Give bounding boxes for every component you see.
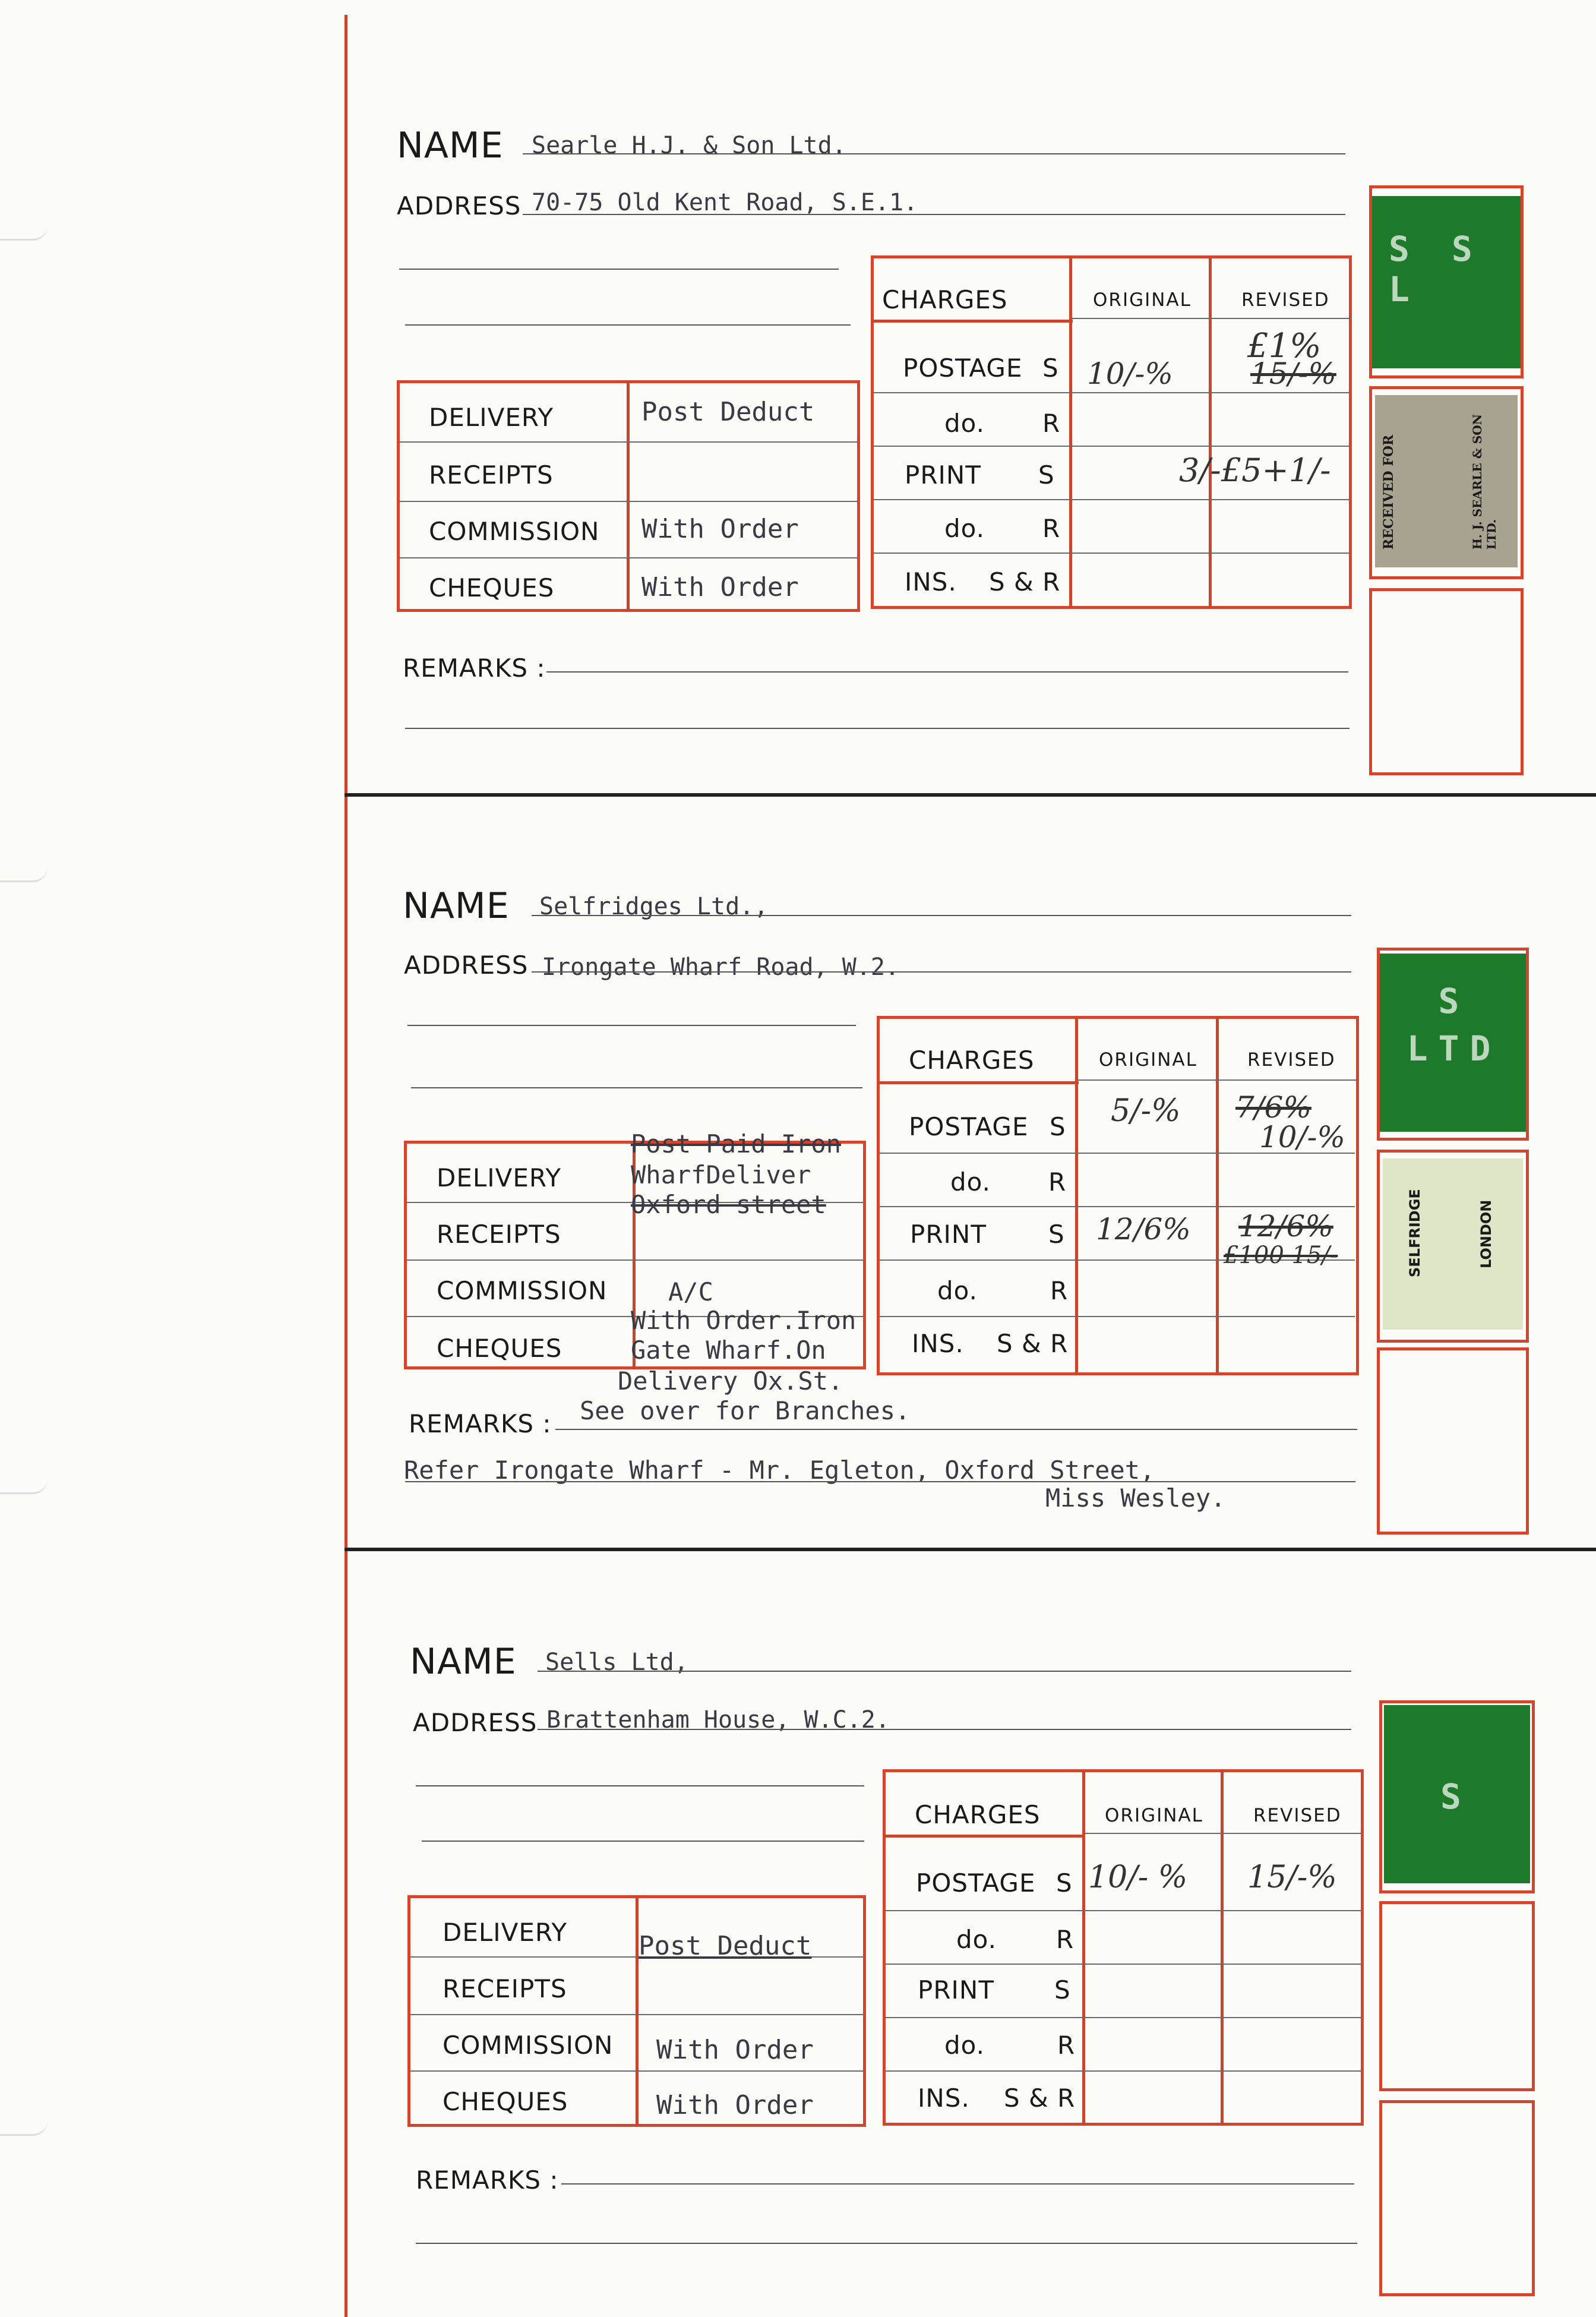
cheques-label: CHEQUES — [429, 573, 555, 602]
blank-line — [399, 269, 839, 270]
address-value: 70-75 Old Kent Road, S.E.1. — [532, 189, 918, 216]
postage-label: POSTAGE — [903, 353, 1023, 383]
remarks-value: Refer Irongate Wharf - Mr. Egleton, Oxford Street, — [404, 1456, 1155, 1485]
ins-label: INS. — [918, 2084, 970, 2113]
r-label: R — [1042, 409, 1061, 438]
do-label: do. — [937, 1276, 978, 1305]
label-stamp-text: SELFRIDGE — [1407, 1189, 1423, 1277]
do-label: do. — [944, 514, 985, 543]
stamp-box — [1369, 588, 1524, 775]
address-label: ADDRESS — [397, 191, 522, 220]
print-original-value: 12/6% — [1096, 1212, 1191, 1246]
delivery-value: Oxford street — [631, 1190, 826, 1219]
blank-line — [407, 1025, 856, 1026]
name-value: Sells Ltd, — [545, 1649, 688, 1676]
delivery-value: Post Deduct — [639, 1931, 812, 1961]
cheques-value: With Order — [656, 2090, 814, 2120]
blank-line — [411, 1087, 862, 1088]
name-value: Searle H.J. & Son Ltd. — [532, 132, 846, 159]
postage-s: S — [1050, 1112, 1066, 1141]
commission-value: With Order — [656, 2035, 814, 2065]
label-stamp-text: LONDON — [1478, 1199, 1494, 1268]
s-and-r-label: S & R — [1004, 2084, 1076, 2113]
print-label: PRINT — [918, 1975, 994, 2005]
s-label: S — [1048, 1220, 1065, 1249]
print-revised-value: 12/6% — [1238, 1209, 1333, 1243]
label-stamp — [1383, 1158, 1523, 1330]
commission-value: With Order — [641, 514, 799, 544]
remarks-value: Miss Wesley. — [1045, 1483, 1226, 1513]
r-label: R — [1048, 1167, 1067, 1197]
revised-header: REVISED — [1241, 289, 1330, 311]
address-value: Irongate Wharf Road, W.2. — [542, 954, 900, 981]
perfin-stamp — [1372, 196, 1521, 368]
label-stamp-text: H. J. SEARLE & SON LTD. — [1470, 414, 1499, 550]
perfin-mark: S LTD — [1407, 981, 1502, 1069]
s-label: S — [1054, 1975, 1071, 2005]
remarks-value: See over for Branches. — [580, 1396, 911, 1425]
commission-label: COMMISSION — [437, 1276, 608, 1305]
stamp-box — [1377, 1347, 1529, 1535]
postage-revised-value: 15/-% — [1247, 1860, 1337, 1895]
remarks-line — [555, 1429, 1357, 1430]
blank-line — [422, 1841, 864, 1842]
delivery-label: DELIVERY — [429, 403, 554, 432]
delivery-label: DELIVERY — [437, 1163, 562, 1192]
card-divider — [345, 793, 1596, 797]
remarks-label: REMARKS : — [409, 1409, 552, 1438]
perfin-mark: S — [1440, 1776, 1472, 1817]
r-label: R — [1042, 514, 1061, 543]
delivery-label: DELIVERY — [443, 1918, 568, 1947]
s-and-r-label: S & R — [989, 567, 1061, 596]
postage-original-value: 10/-% — [1087, 356, 1173, 391]
perfin-mark: S S L — [1389, 229, 1483, 310]
name-value: Selfridges Ltd., — [539, 893, 769, 920]
perfin-stamp — [1384, 1705, 1530, 1883]
name-line — [532, 915, 1351, 916]
address-line — [532, 971, 1351, 973]
remarks-line — [405, 728, 1350, 729]
print-label: PRINT — [905, 460, 981, 490]
postage-label: POSTAGE — [916, 1868, 1036, 1898]
label-stamp-text: RECEIVED FOR — [1381, 434, 1396, 550]
name-label: NAME — [403, 885, 510, 927]
punch-hole-mark — [0, 867, 48, 882]
original-header: ORIGINAL — [1105, 1805, 1203, 1826]
stamp-box — [1379, 1901, 1535, 2091]
postage-original-value: 10/- % — [1088, 1860, 1188, 1895]
address-line — [523, 214, 1345, 215]
card-divider — [345, 1548, 1596, 1551]
address-label: ADDRESS — [404, 951, 529, 980]
ins-label: INS. — [912, 1329, 964, 1358]
receipts-label: RECEIPTS — [437, 1220, 561, 1249]
do-label: do. — [944, 409, 985, 438]
margin-rule — [345, 15, 347, 2317]
remarks-label: REMARKS : — [403, 654, 546, 683]
name-line — [538, 1671, 1351, 1672]
charges-header: CHARGES — [915, 1800, 1041, 1829]
blank-line — [416, 1785, 864, 1786]
original-header: ORIGINAL — [1093, 289, 1192, 311]
receipts-label: RECEIPTS — [443, 1974, 567, 2003]
charges-header: CHARGES — [909, 1046, 1035, 1075]
postage-revised-struck: 7/6% — [1235, 1090, 1311, 1125]
original-header: ORIGINAL — [1099, 1049, 1197, 1071]
cheques-value: With Order — [641, 572, 799, 602]
delivery-value: Post Paid Iron — [631, 1129, 842, 1158]
r-label: R — [1057, 2031, 1076, 2060]
postage-s: S — [1042, 353, 1059, 383]
s-and-r-label: S & R — [997, 1329, 1069, 1358]
remarks-line — [561, 2183, 1354, 2185]
s-label: S — [1038, 460, 1055, 490]
postage-revised-value: 10/-% — [1259, 1120, 1345, 1154]
revised-header: REVISED — [1247, 1049, 1336, 1071]
do-label: do. — [956, 1925, 997, 1954]
cheques-value: Gate Wharf.On — [631, 1336, 826, 1365]
name-label: NAME — [410, 1641, 517, 1682]
cheques-label: CHEQUES — [437, 1334, 562, 1363]
receipts-label: RECEIPTS — [429, 460, 554, 490]
r-label: R — [1056, 1925, 1074, 1954]
address-value: Brattenham House, W.C.2. — [546, 1706, 890, 1734]
charges-header: CHARGES — [882, 285, 1008, 314]
revised-header: REVISED — [1253, 1805, 1342, 1826]
postage-s: S — [1056, 1868, 1073, 1898]
print-note: 3/-£5+1/- — [1179, 452, 1331, 489]
postage-label: POSTAGE — [909, 1112, 1029, 1141]
remarks-line — [546, 671, 1348, 673]
perfin-stamp — [1380, 954, 1526, 1132]
do-label: do. — [950, 1167, 991, 1197]
delivery-value: WharfDeliver — [631, 1160, 811, 1189]
delivery-value: Post Deduct — [641, 397, 815, 427]
punch-hole-mark — [0, 2121, 48, 2136]
ins-label: INS. — [905, 567, 957, 596]
address-line — [538, 1729, 1351, 1730]
punch-hole-mark — [0, 1479, 48, 1494]
postage-revised-value: £1% — [1247, 327, 1322, 365]
cheques-label: CHEQUES — [443, 2087, 568, 2116]
do-label: do. — [944, 2031, 985, 2060]
blank-line — [405, 324, 851, 326]
postage-original-value: 5/-% — [1111, 1093, 1181, 1129]
label-stamp — [1375, 395, 1518, 567]
cheques-value: With Order.Iron — [631, 1306, 857, 1335]
punch-hole-mark — [0, 226, 48, 241]
r-label: R — [1050, 1276, 1069, 1305]
name-line — [523, 153, 1345, 154]
remarks-line — [405, 1481, 1355, 1482]
address-label: ADDRESS — [413, 1708, 538, 1737]
commission-label: COMMISSION — [443, 2031, 614, 2060]
print-label: PRINT — [910, 1220, 987, 1249]
stamp-box — [1379, 2100, 1535, 2296]
remarks-line — [416, 2243, 1357, 2244]
cheques-value: Delivery Ox.St. — [618, 1366, 843, 1396]
remarks-label: REMARKS : — [416, 2166, 559, 2195]
postage-revised-struck: 15/-% — [1250, 356, 1336, 391]
commission-label: COMMISSION — [429, 517, 600, 546]
print-revised-value: £100 15/- — [1224, 1242, 1338, 1269]
commission-value: A/C — [668, 1277, 713, 1306]
name-label: NAME — [397, 125, 504, 166]
